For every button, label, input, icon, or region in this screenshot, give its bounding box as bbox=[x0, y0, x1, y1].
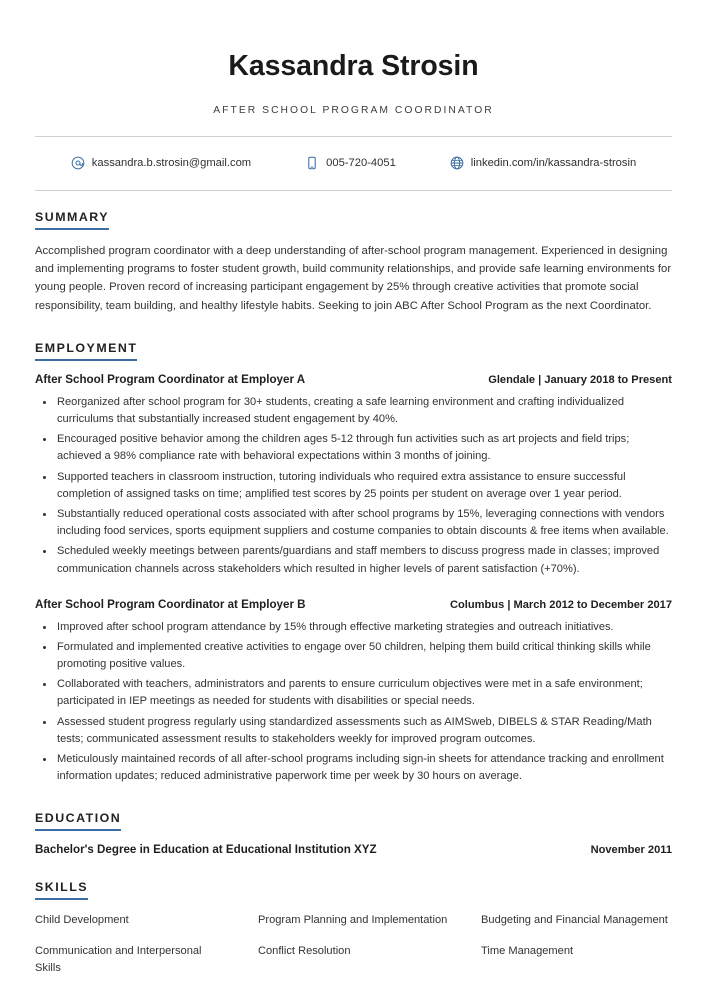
list-item: Scheduled weekly meetings between parents/guardians and staff members to discuss progress made in classes; improved communication channels across stakeholders which resulted in higher levels of parent satisfaction (+70%). bbox=[35, 543, 672, 577]
education-body bbox=[35, 843, 672, 856]
education-entry bbox=[35, 843, 672, 856]
skill-item: Time Management bbox=[481, 945, 574, 958]
phone-icon bbox=[305, 156, 319, 170]
section-employment bbox=[35, 339, 672, 786]
list-item: Supported teachers in classroom instruction, tutoring individuals who required extra assistance to ensure successful completion of assigned tasks on time; amplified test scores by 25 points per student on average over 1 year period. bbox=[35, 469, 672, 503]
list-item: Collaborated with teachers, administrators and parents to ensure curriculum objectives were met in a safe environment; participated in IEP meetings as needed for students with disabilities or special needs. bbox=[35, 676, 672, 710]
globe-icon bbox=[450, 156, 464, 170]
list-item: Improved after school program attendance by 15% through effective marketing strategies and outreach initiatives. bbox=[35, 619, 672, 636]
skills-grid bbox=[35, 912, 672, 976]
job-meta: Glendale | January 2018 to Present bbox=[488, 373, 672, 386]
contact-item-phone[interactable] bbox=[278, 156, 423, 170]
resume-header bbox=[35, 49, 672, 116]
skills-body bbox=[35, 912, 672, 976]
list-item: Encouraged positive behavior among the children ages 5-12 through fun activities such as art projects and field trips; achieved a 98% compliance rate with behavioral expectations within 3 months of joining. bbox=[35, 431, 672, 465]
section-title-skills: SKILLS bbox=[35, 880, 88, 900]
page-title: Kassandra Strosin bbox=[228, 50, 479, 82]
summary-text: Accomplished program coordinator with a deep understanding of after-school program management. Experienced in designing and implementing programs to foster student growth, build community relationships, and provide safe learning environments for young people. Proven record of increasing participant engagement by 25% through creative activities that promote social responsibility, team building, and healthy lifestyle habits. Seeking to join ABC After School Program as the next Coordinator. bbox=[35, 244, 672, 312]
list-item: Substantially reduced operational costs associated with after school programs by 15%, leveraging connections with vendors including food services, sports equipment suppliers and costume companies to obtain discounts & free items when available. bbox=[35, 506, 672, 540]
education-date: November 2011 bbox=[590, 844, 672, 857]
header-divider-bottom bbox=[35, 190, 672, 191]
list-item: Assessed student progress regularly using standardized assessments such as AIMSweb, DIBELS & STAR Reading/Math tests; communicated assessment results to stakeholders weekly for improved program outcomes. bbox=[35, 714, 672, 748]
job-entry bbox=[35, 373, 672, 578]
skill-item: Budgeting and Financial Management bbox=[481, 914, 668, 927]
section-summary bbox=[35, 208, 672, 315]
contact-item-email[interactable] bbox=[44, 156, 278, 170]
header-divider-top bbox=[35, 136, 672, 137]
contact-row bbox=[35, 156, 672, 170]
section-skills bbox=[35, 878, 672, 976]
list-item: Formulated and implemented creative activities to engage over 50 children, helping them build critical thinking skills while promoting positive values. bbox=[35, 639, 672, 673]
employment-body bbox=[35, 373, 672, 786]
contact-item-linkedin[interactable] bbox=[423, 156, 663, 170]
section-title-employment: EMPLOYMENT bbox=[35, 341, 137, 361]
contact-email-text: kassandra.b.strosin@gmail.com bbox=[91, 156, 252, 169]
job-entry bbox=[35, 598, 672, 786]
skill-item: Child Development bbox=[35, 914, 129, 927]
job-title: After School Program Coordinator at Employer B bbox=[35, 597, 306, 611]
contact-phone-text: 005-720-4051 bbox=[326, 156, 396, 169]
job-bullets bbox=[35, 394, 672, 578]
job-meta: Columbus | March 2012 to December 2017 bbox=[450, 598, 672, 611]
section-title-education: EDUCATION bbox=[35, 811, 121, 831]
skill-item: Conflict Resolution bbox=[258, 945, 351, 958]
section-title-summary: SUMMARY bbox=[35, 210, 109, 230]
job-title: After School Program Coordinator at Employer A bbox=[35, 372, 306, 386]
skill-item: Program Planning and Implementation bbox=[258, 914, 448, 927]
contact-linkedin-text: linkedin.com/in/kassandra-strosin bbox=[470, 156, 637, 169]
job-bullets bbox=[35, 619, 672, 786]
email-at-icon bbox=[71, 156, 85, 170]
list-item: Reorganized after school program for 30+ students, creating a safe learning environment and crafting individualized curriculums that substantially increased student engagement by 40%. bbox=[35, 394, 672, 428]
job-subtitle: AFTER SCHOOL PROGRAM COORDINATOR bbox=[213, 104, 494, 116]
skill-item: Communication and Interpersonal Skills bbox=[35, 945, 202, 974]
job-header bbox=[35, 373, 672, 386]
job-header bbox=[35, 598, 672, 611]
education-title: Bachelor's Degree in Education at Educational Institution XYZ bbox=[35, 843, 377, 857]
summary-body bbox=[35, 242, 672, 315]
list-item: Meticulously maintained records of all after-school programs including sign-in sheets for attendance tracking and enrollment information updates; reduced administrative paperwork time per week by 30 hours on average. bbox=[35, 751, 672, 785]
section-education bbox=[35, 809, 672, 856]
